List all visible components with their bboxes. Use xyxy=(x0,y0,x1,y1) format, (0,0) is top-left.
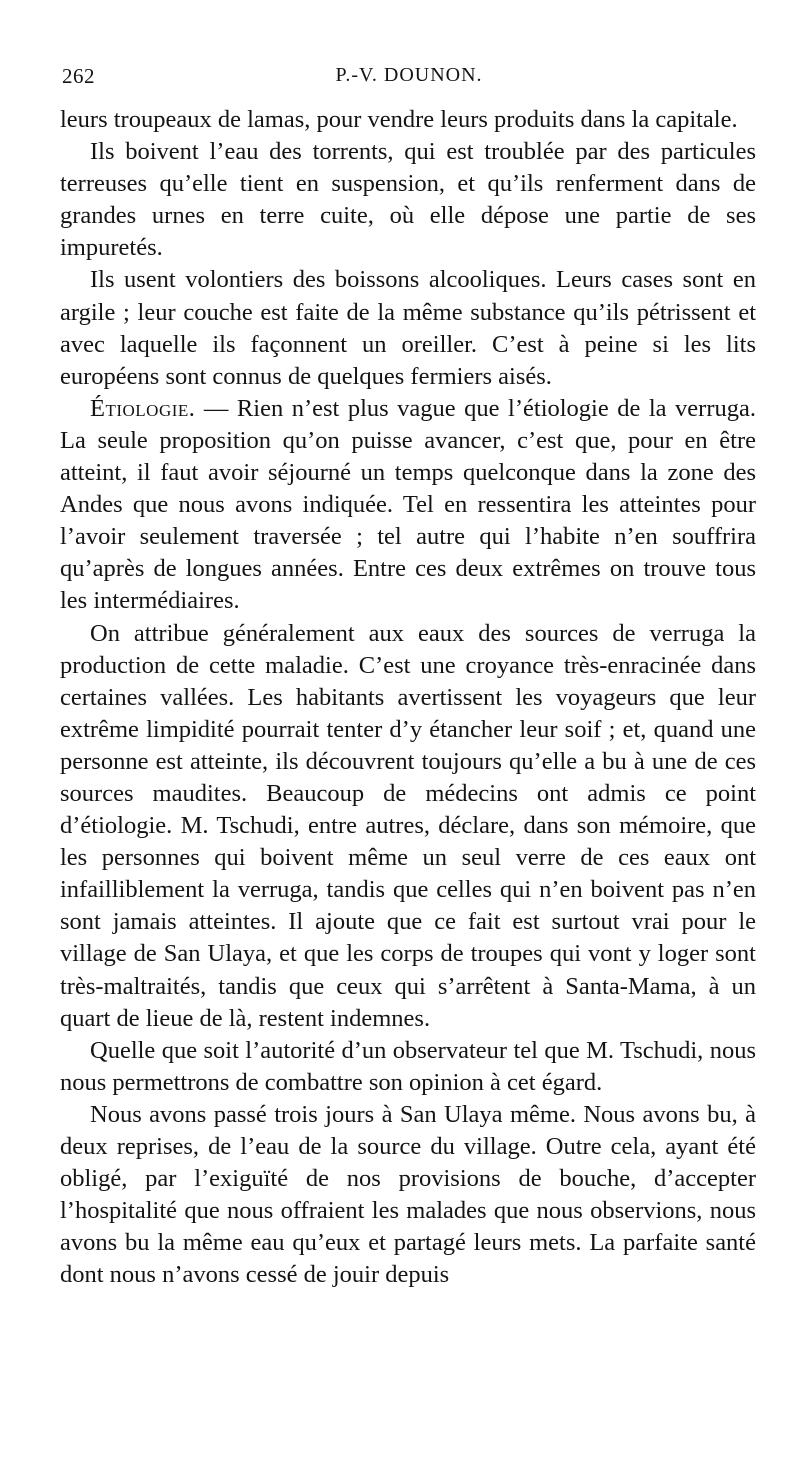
paragraph: On attribue généralement aux eaux des sources de verruga la production de cette maladie. C’est une croyance très-enracinée dans certaines vallées. Les habitants avertissent les voyageurs que leur extrême limpidité pourrait tenter d’y étancher leur soif ; et, quand une personne est atteinte, ils découvrent toujours qu’elle a bu à une de ces sources maudites. Beaucoup de médecins ont admis ce point d’étiologie. M. Tschudi, entre autres, déclare, dans son mémoire, que les personnes qui boivent même un seul verre de ces eaux ont infailliblement la verruga, tandis que celles qui n’en boivent pas n’en sont jamais atteintes. Il ajoute que ce fait est surtout vrai pour le village de San Ulaya, et que les corps de troupes qui vont y loger sont très-maltraités, tandis que ceux qui s’arrêtent à Santa-Mama, à un quart de lieue de là, restent indemnes. xyxy=(60,619,756,1032)
section-heading: Étiologie. xyxy=(90,394,196,422)
paragraph: Nous avons passé trois jours à San Ulaya même. Nous avons bu, à deux reprises, de l’eau de la source du village. Outre cela, ayant été obligé, par l’exiguïté de nos provisions de bouche, d’accepter l’hospitalité que nous offraient les malades que nous observions, nous avons bu la même eau qu’eux et partagé leurs mets. La parfaite santé dont nous n’avons cessé de jouir depuis xyxy=(60,1100,756,1289)
running-title: P.-V. DOUNON. xyxy=(335,64,483,86)
paragraph-etiologie xyxy=(60,393,756,618)
paragraph-text: — Rien n’est plus vague que l’étiologie de la verruga. La seule proposition qu’on puisse avancer, c’est que, pour en être atteint, il faut avoir séjourné un temps quelconque dans la zone des Andes que nous avons indiquée. Tel en ressentira les atteintes pour l’avoir seulement traversée ; tel autre qui l’habite n’en souffrira qu’après de longues années. Entre ces deux extrêmes on trouve tous les intermédiaires. xyxy=(60,394,756,615)
paragraph: Quelle que soit l’autorité d’un observateur tel que M. Tschudi, nous nous permettrons de combattre son opinion à cet égard. xyxy=(60,1036,756,1096)
paragraph: Ils boivent l’eau des torrents, qui est troublée par des particules terreuses qu’elle tient en suspension, et qu’ils renferment dans de grandes urnes en terre cuite, où elle dépose une partie de ses impuretés. xyxy=(60,138,756,262)
running-head xyxy=(62,64,756,94)
page-number: 262 xyxy=(62,64,95,88)
paragraph: Ils usent volontiers des boissons alcooliques. Leurs cases sont en argile ; leur couche est faite de la même substance qu’ils pétrissent et avec laquelle ils façonnent un oreiller. C’est à peine si les lits européens sont connus de quelques fermiers aisés. xyxy=(60,266,756,390)
paragraph: leurs troupeaux de lamas, pour vendre leurs produits dans la capitale. xyxy=(60,106,738,133)
body-text xyxy=(60,104,756,1291)
